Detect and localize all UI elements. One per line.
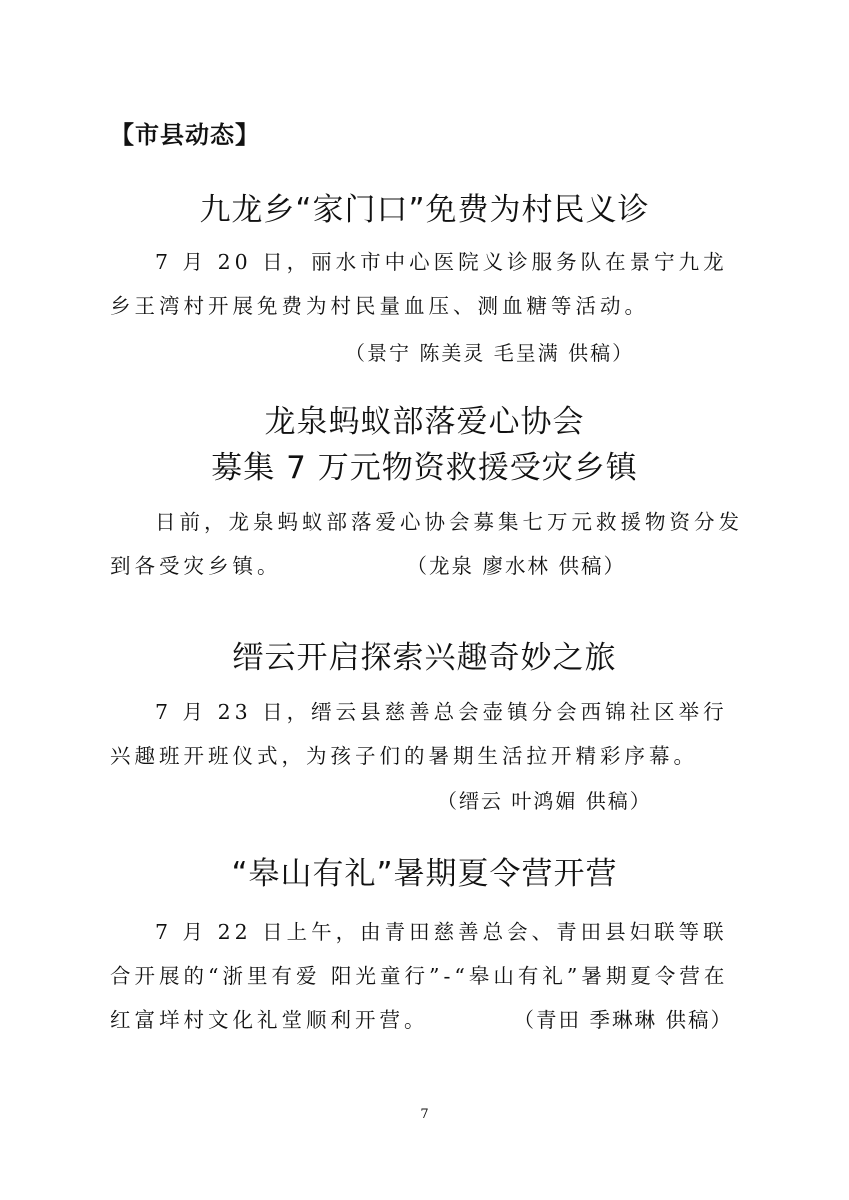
article-2-headline-line1: 龙泉蚂蚁部落爱心协会	[264, 404, 585, 440]
article-3-body: 7 月 23 日，缙云县慈善总会壶镇分会西锦社区举行兴趣班开班仪式，为孩子们的暑期生活拉开精彩序幕。	[110, 700, 728, 768]
page-number: 7	[420, 1107, 429, 1122]
article-1-headline: 九龙乡“家门口”免费为村民义诊	[199, 192, 650, 228]
article-2-body	[110, 500, 750, 588]
article-2-body-text: 日前，龙泉蚂蚁部落爱心协会募集七万元救援物资分发到各受灾乡镇。	[110, 510, 743, 578]
section-label: 【市县动态】	[110, 121, 260, 149]
article-3-credit: （缙云 叶鸿媚 供稿）	[437, 789, 652, 813]
article-2-credit: （龙泉 廖水林 供稿）	[406, 554, 627, 578]
article-4-headline: “皋山有礼”暑期夏令营开营	[231, 856, 618, 892]
article-4-body-text: 7 月 22 日上午，由青田慈善总会、青田县妇联等联合开展的“浙里有爱 阳光童行”-“皋山有礼”暑期夏令营在红富垟村文化礼堂顺利开营。	[110, 920, 729, 1032]
article-3-headline: 缙云开启探索兴趣奇妙之旅	[232, 640, 617, 676]
article-4-body	[110, 910, 750, 1042]
article-1-credit: （景宁 陈美灵 毛呈满 供稿）	[345, 341, 635, 365]
article-4-credit: （青田 季琳琳 供稿）	[513, 1008, 734, 1032]
article-1-body: 7 月 20 日，丽水市中心医院义诊服务队在景宁九龙乡王湾村开展免费为村民量血压、测血糖等活动。	[110, 250, 728, 318]
article-2-headline-line2: 募集 7 万元物资救援受灾乡镇	[211, 450, 638, 486]
